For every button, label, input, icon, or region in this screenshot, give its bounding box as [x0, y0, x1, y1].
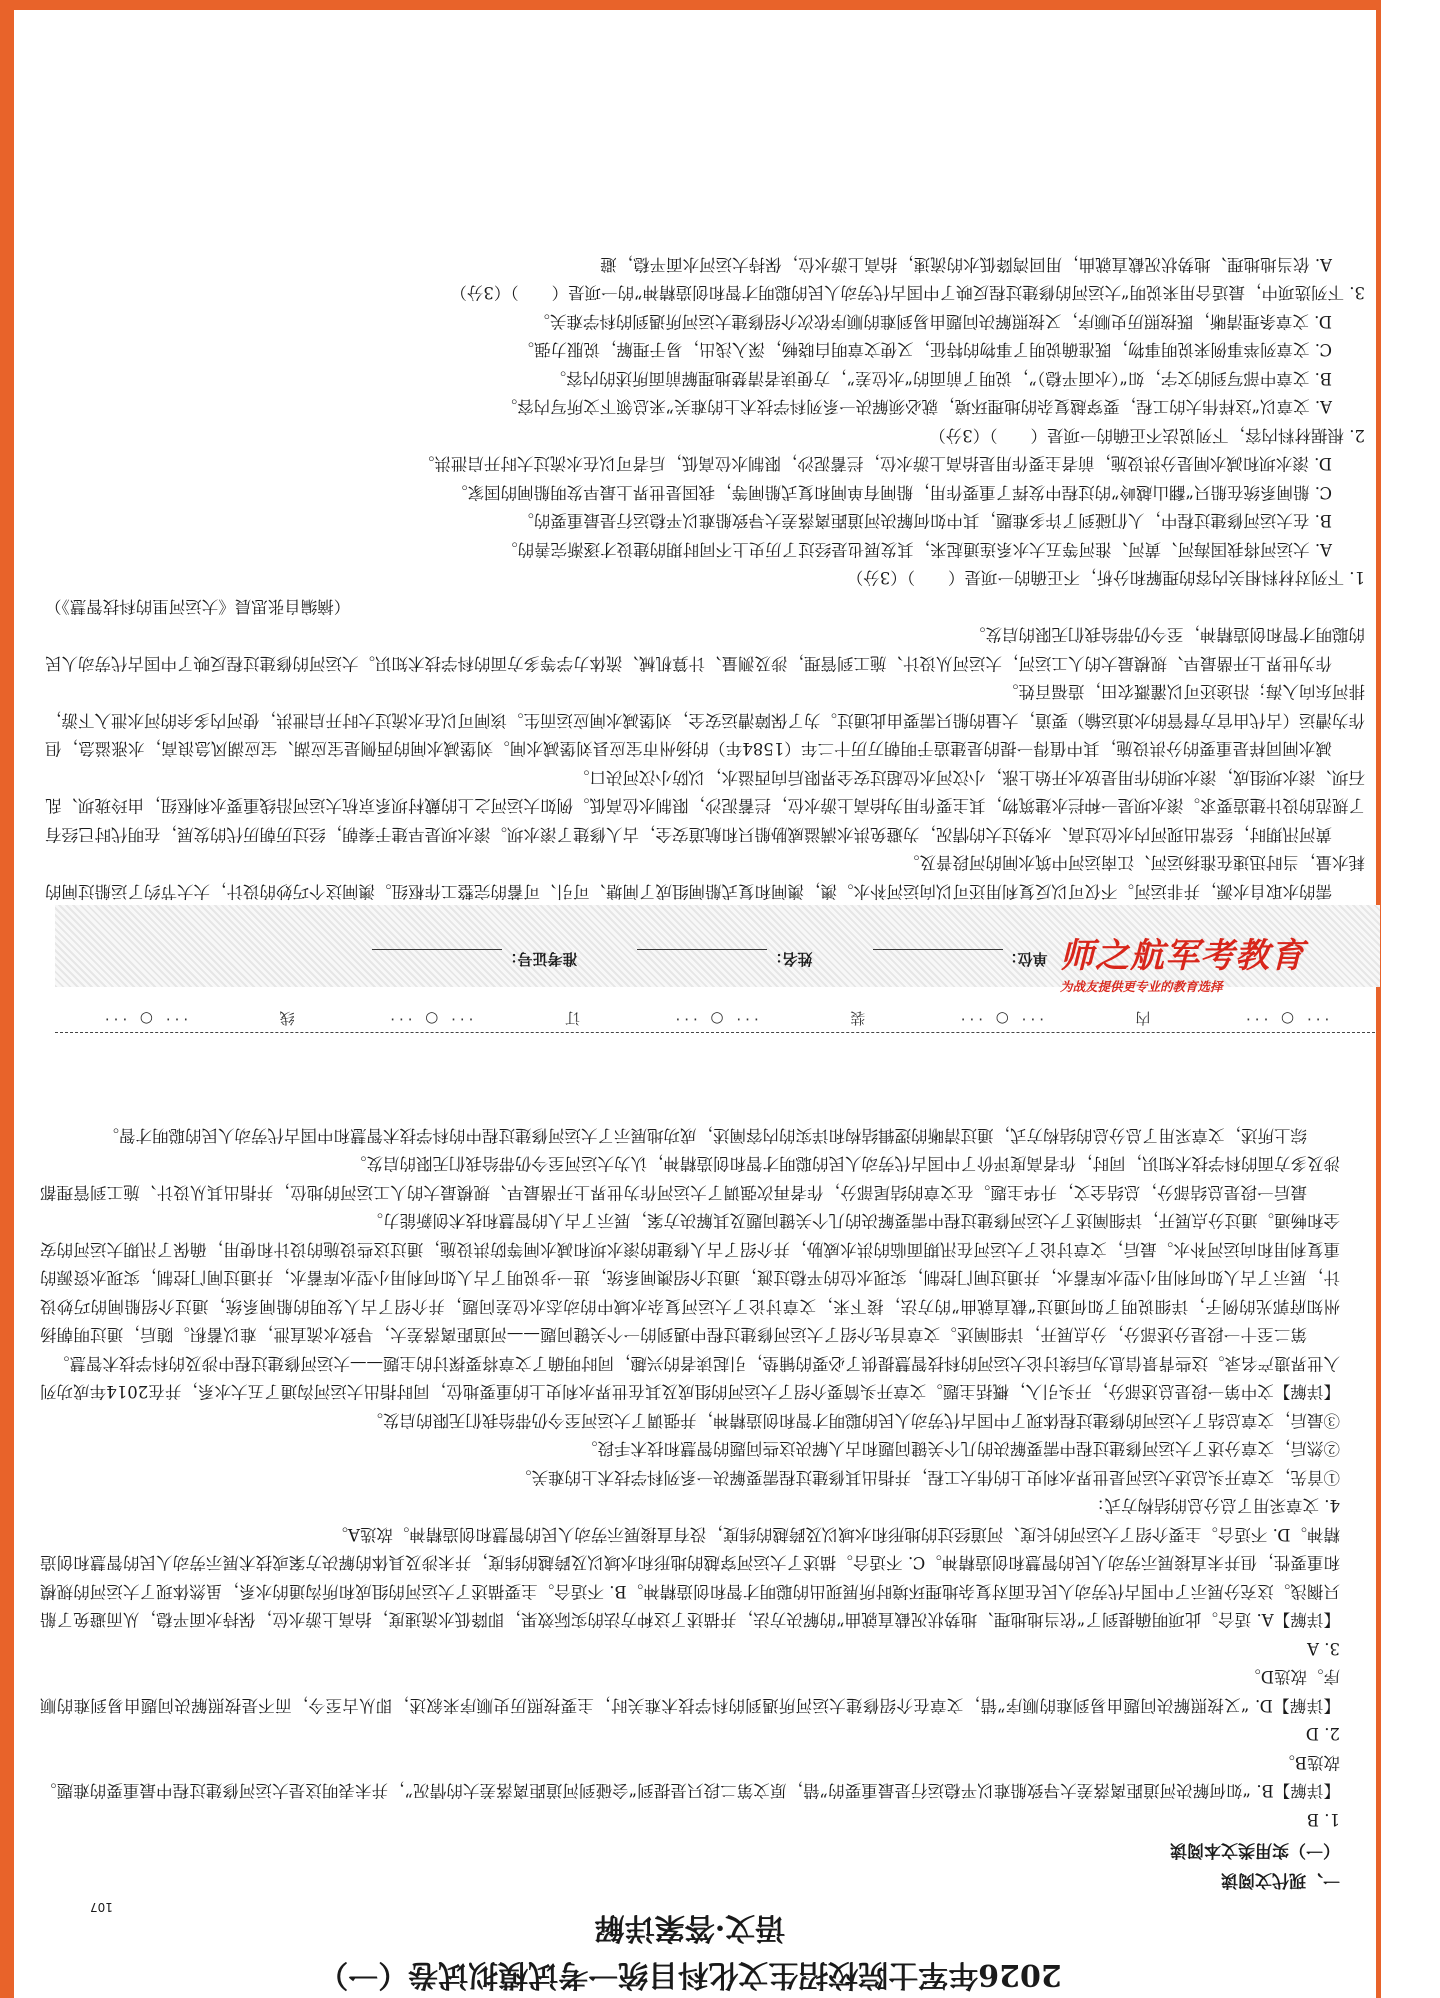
- brand-logo: [1060, 928, 1365, 1000]
- answer-4-detail: 最后一段是总结部分，总结全文，升华主题。在文章的结尾部分，作者再次强调了大运河作为世界上开凿最早、规模最大的人工运河的地位，并指出其从设计、施工到管理都涉及多方面的科学技术知识，同时，作者高度评价了中国古代劳动人民的聪明才智和创造精神，认为大运河至今仍带给我们无限的启发。: [40, 1154, 1340, 1202]
- passage-para: 黄河汛期时，经常出现河内水位过高、水势过大的情况，为避免洪水满溢威胁船只和航道安全，古人修建了滚水坝。滚水坝是早建于秦朝，经过历朝历代的发展，在明代时已经有了规范的设计建造要求。滚水坝是一种拦水建筑物，其主要作用为抬高上游水位，拦蓄泥沙，限制水位高低。例如大运河之上的戴村坝系京杭大运河沿线重要水利枢纽，由玲珑坝、乱石坝、滚水坝组成，滚水坝的作用是放水开始上涨，小汶河水位超过安全界限后向西溢水，以防小汶河决口。: [45, 768, 1365, 844]
- q3-option-a: A. 依当地地理、地势状况截直就曲，用回湾降低水的流速，抬高上游水位，保持大运河水面平稳，避: [600, 255, 1332, 274]
- question-1: 1. 下列对材料相关内容的理解和分析，不正确的一项是（ ）（3分）: [846, 568, 1365, 588]
- exam-id-field[interactable]: 准考证号：: [372, 940, 577, 970]
- answer-4-point: ②然后，文章分述了大运河修建过程中需要解决的几个关键问题和古人解决这些问题的智慧和技术手段。: [581, 1439, 1340, 1459]
- answer-4-point: ①首先，文章开头总述大运河是世界水利史上的伟大工程，并指出其修建过程需要解决一系列科学技术上的难关。: [515, 1468, 1340, 1487]
- binding-line: ··· ○ ··· 内 ··· ○ ··· 装 ··· ○ ··· 订 ··· ○ ··· 线 ··· ○ ···: [55, 1006, 1375, 1033]
- q2-option-c: C. 文章列举事例来说明事物，既准确说明了事物的特征，又使文章明白晓畅，深入浅出，易于理解，说服力强。: [517, 340, 1332, 360]
- subsection-heading: （一）实用类文本阅读: [1170, 1840, 1340, 1860]
- answer-4-detail: 综上所述，文章采用了总分总的结构方式，通过清晰的逻辑结构和详实的内容阐述，成功地展示了大运河修建过程中的科学技术智慧和中国古代劳动人民的聪明才智。: [102, 1126, 1307, 1145]
- binding-char: 订: [564, 1009, 580, 1028]
- passage-source: （摘编自张思晨《大运河里的科技智慧》）: [45, 597, 351, 616]
- answer-4: 4. 文章采用了总分总的结构方式：: [1088, 1496, 1340, 1516]
- passage-para: 减水闸同样是重要的分洪设施，其中值得一提的是建造于明朝万历十二年（1584年）的扬州市宝应县刘堡减水闸。刘堡减水闸的西侧是宝应湖、宝应湖风急浪高，水涨溢急，但作为漕运（古代由官方督管的水道运输）要道，大量的船只需要由此通过。为了保障漕运安全，刘堡减水闸应运而生。该闸可以在水流过大时开启泄洪，使河内多余的河水泄入下游，排河东向入海；沿途还可以灌溉农田，造福百姓。: [45, 682, 1365, 759]
- binding-char: 线: [279, 1009, 295, 1028]
- candidate-fields: [360, 940, 1060, 970]
- q2-option-b: B. 文章中部写到的文字，如“（水面平稳）”，说明了前面的“水位差”，方便读者清楚地理解前面所述的内容。: [549, 369, 1332, 388]
- answer-4-point: ③最后，文章总结了大运河的修建过程体现了中国古代劳动人民的聪明才智和创造精神，并强调了大运河至今仍带给我们无限的启发。: [366, 1411, 1340, 1430]
- binding-char: 内: [1135, 1009, 1151, 1028]
- q1-option-a: A. 大运河将我国海河、黄河、淮河等五大水系连通起来，其发展也是经过了历史上不同时期的建设才逐渐完善的。: [501, 540, 1332, 559]
- page-number: 107: [90, 1900, 113, 1914]
- answer-4-detail: 第二至十一段是分述部分，分点展开，详细阐述。文章首先介绍了大运河修建过程中遇到的一个关键问题——河道距离落差大，导致水流直泄，难以蓄积。随后，通过明朝扬州知府郭光的例子，详细说明了如何通过“截直就曲”的方法，接下来，文章讨论了大运河复杂水域中的动态水位差问题，并介绍了古人发明的船闸系统，通过介绍船闸的巧妙设计，展示了古人如何利用小型水库蓄水，并通过闸门控制，实现水位的平稳过渡，通过介绍澳闸系统，进一步说明了古人如何利用小型水库蓄水，并通过闸门控制，实现水资源的重复利用和向运河补水。最后，文章讨论了大运河在汛期面临的洪水威胁，并介绍了古人修建的滚水坝和减水闸等防洪设施，通过这些设施的设计和使用，确保了汛期大运河的安全和畅通。通过分点展开，详细阐述了大运河修建过程中需要解决的几个关键问题及其解决方案，展示了古人的智慧和技术创新能力。: [40, 1211, 1340, 1345]
- left-orange-border: [0, 0, 14, 1998]
- binding-char: 装: [850, 1009, 866, 1028]
- right-orange-border: [1376, 0, 1381, 1998]
- exam-title: 2026年军士院校招生文化科目统一考试模拟试卷（一）: [318, 1957, 1062, 1992]
- unit-field[interactable]: 单位：: [873, 940, 1048, 970]
- answer-1: 1. B: [1306, 1810, 1340, 1829]
- answer-2: 2. D: [1305, 1724, 1340, 1744]
- answer-1-detail: 【详解】B. “如何解决河道距离落差大导致船难以平稳运行是最重要的”错，原文第二段只是提到“会碰到河道距离落差大的情况”，并未表明这是大运河修建过程中最重要的难题。故选B。: [40, 1753, 1340, 1801]
- answer-section: [40, 1080, 1340, 1995]
- q2-option-a: A. 文章以“这样伟大的工程，要穿越复杂的地理环境，就必须解决一系列科学技术上的难关”来总领下文所写内容。: [500, 397, 1332, 417]
- exam-subtitle: 语文·答案详解: [594, 1910, 786, 1945]
- passage-para: 作为世界上开凿最早、规模最大的人工运河，大运河从设计、施工到管理，涉及测量、计算机械、流体力学等多方面的科学技术知识。大运河的修建过程反映了中国古代劳动人民的聪明才智和创造精神，至今仍带给我们无限的启发。: [45, 625, 1365, 673]
- top-orange-border: [0, 0, 1380, 10]
- answer-2-detail: 【详解】D. “又按照解决问题由易到难的顺序”错，文章在介绍修建大运河所遇到的科学技术难关时，主要按照历史顺序来叙述，即从古至今，而不是按照解决问题由易到难的顺序。故选D。: [40, 1667, 1340, 1715]
- q2-option-d: D. 文章条理清晰，既按照历史顺序，又按照解决问题由易到难的顺序依次介绍修建大运河所遇到的科学难关。: [533, 312, 1332, 331]
- question-2: 2. 根据材料内容，下列说法不正确的一项是（ ）（3分）: [929, 426, 1365, 445]
- logo-text: 师之航军考教育: [1060, 936, 1305, 976]
- answer-3: 3. A: [1307, 1639, 1340, 1658]
- section-heading: 一、现代文阅读: [1221, 1870, 1340, 1890]
- q1-option-d: D. 滚水坝和减水闸是分洪设施，前者主要作用是抬高上游水位，拦蓄泥沙，限制水位高低，后者可以在水流过大时开启泄洪。: [417, 454, 1332, 474]
- name-field[interactable]: 姓名：: [638, 940, 813, 970]
- logo-slogan: 为战友提供更专业的教育选择: [1060, 979, 1223, 994]
- passage-section: [45, 10, 1365, 905]
- question-3: 3. 下列选项中，最适合用来说明“大运河的修建过程反映了中国古代劳动人民的聪明才智和创造精神”的一项是（ ）（3分）: [450, 283, 1365, 303]
- answer-3-detail: 【详解】A. 适合。此项明确提到了“依当地地理、地势状况截直就曲”的解决方法，并描述了这种方法的实际效果，即降低水流速度，抬高上游水位，保持水面平稳，从而避免了船只搁浅。这充分展示了中国古代劳动人民在面对复杂地理环境时所展现出的聪明才智和创造精神。B. 不适合。主要描述了大运河的组成和所沟通的水系，虽然体现了大运河的规模和重要性，但并未直接展示劳动人民的智慧和创造精神。C. 不适合。描述了大运河穿越的地形和水域以及跨越的纬度，并未涉及具体的解决方案或技术展示劳动人民的智慧和创造精神。D. 不适合。主要介绍了大运河的长度、河道经过的地形和水域以及跨越的纬度，没有直接展示劳动人民的智慧和创造精神。故选A。: [40, 1525, 1340, 1630]
- passage-para: 需的水取自水源，并非运河。不仅可以反复利用还可以向运河补水。澳，澳闸和复式船闸组成了闸塘、可引、可蓄的完整工作枢纽。澳闸这个巧妙的设计，大大节约了运船过闸的耗水量，当时迅速在淮扬运河、江南运河中筑水闸的河段普及。: [45, 853, 1365, 901]
- q1-option-c: C. 船闸系统在船只“翻山越岭”的过程中发挥了重要作用，船闸有单闸和复式船闸等，我国是世界上最早发明船闸的国家。: [451, 483, 1332, 502]
- q1-option-b: B. 在大运河修建过程中，人们碰到了许多难题，其中如何解决河道距离落差大导致船难以平稳运行是最重要的。: [517, 511, 1332, 531]
- answer-4-detail: 【详解】文中第一段是总述部分，开头引入，概括主题。文章开头简要介绍了大运河的组成及其在世界水利史上的重要地位，同时指出大运河沟通了五大水系，并在2014年成功列入世界遗产名录。这些背景信息为后续讨论大运河的科技智慧提供了必要的铺垫，引起读者的兴趣，同时明确了文章将要探讨的主题——大运河修建过程中涉及的科学技术智慧。: [40, 1354, 1340, 1402]
